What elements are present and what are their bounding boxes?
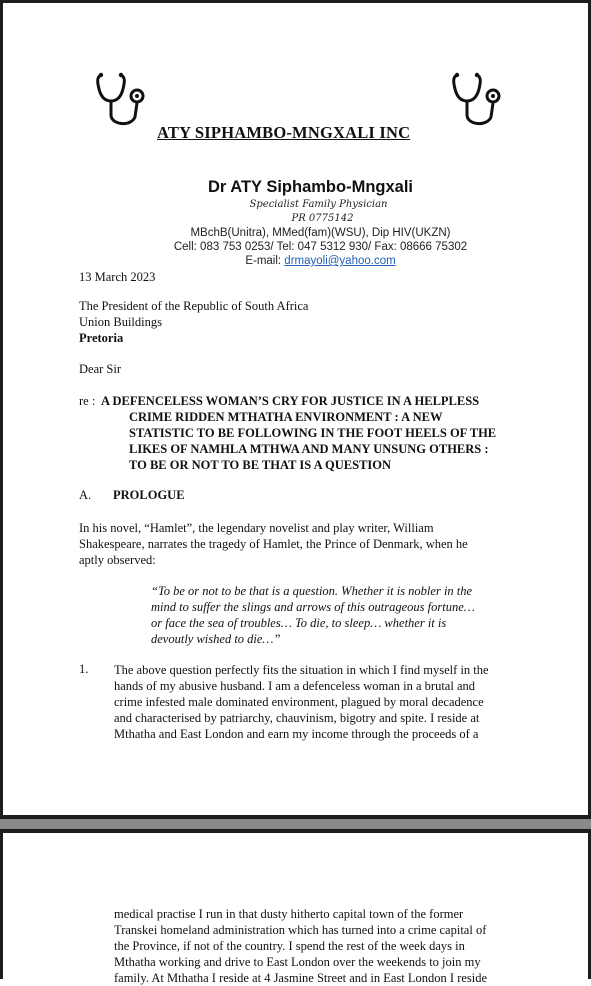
recipient-line-2: Union Buildings xyxy=(79,315,162,329)
intro-line: aptly observed: xyxy=(79,553,156,567)
paragraph-line: medical practise I run in that dusty hitherto capital town of the former xyxy=(114,907,464,921)
paragraph-line: The above question perfectly fits the situation in which I find myself in the xyxy=(114,663,489,677)
paragraph-line: family. At Mthatha I reside at 4 Jasmine Street and in East London I reside xyxy=(114,971,488,985)
paragraph-line: and characterised by patriarchy, chauvinism, bigotry and spite. I reside at xyxy=(114,711,480,725)
recipient-line-3: Pretoria xyxy=(79,331,124,345)
subject-line: TO BE OR NOT TO BE THAT IS A QUESTION xyxy=(129,458,392,472)
paragraph-line: Mthatha and East London and earn my income through the proceeds of a xyxy=(114,727,479,741)
quote-line: “To be or not to be that is a question. Whether it is nobler in the xyxy=(151,584,473,598)
subject-line: LIKES OF NAMHLA MTHWA AND MANY UNSUNG OTHERS : xyxy=(129,442,489,456)
quote-line: or face the sea of troubles… To die, to sleep… whether it is xyxy=(151,616,447,630)
page-gap xyxy=(0,819,591,829)
quote-line: mind to suffer the slings and arrows of this outrageous fortune… xyxy=(151,600,475,614)
paragraph-number: 1. xyxy=(79,662,89,676)
recipient-line-1: The President of the Republic of South Africa xyxy=(79,299,309,313)
qualifications: MBchB(Unitra), MMed(fam)(WSU), Dip HIV(UKZN) xyxy=(190,227,451,239)
letter-page-2 xyxy=(0,829,591,985)
paragraph-line: Transkei homeland administration which has turned into a crime capital of xyxy=(114,923,487,937)
intro-line: In his novel, “Hamlet”, the legendary novelist and play writer, William xyxy=(79,521,434,535)
doctor-name: Dr ATY Siphambo-Mngxali xyxy=(207,178,414,196)
paragraph-line: crime infested male dominated environment, plagued by moral decadence xyxy=(114,695,484,709)
paragraph-line: the Province, if not of the country. I spend the rest of the week days in xyxy=(114,939,465,953)
stethoscope-icon xyxy=(95,71,147,133)
section-letter: A. xyxy=(79,488,92,502)
subject-line: CRIME RIDDEN MTHATHA ENVIRONMENT : A NEW xyxy=(129,410,443,424)
paragraph-line: Mthatha working and drive to East London over the weekends to join my xyxy=(114,955,481,969)
contact-numbers: Cell: 083 753 0253/ Tel: 047 5312 930/ Fax: 08666 75302 xyxy=(173,241,468,253)
quote-line: devoutly wished to die…” xyxy=(151,632,281,646)
intro-line: Shakespeare, narrates the tragedy of Hamlet, the Prince of Denmark, when he xyxy=(79,537,468,551)
email-link[interactable]: drmayoli@yahoo.com xyxy=(284,255,396,267)
subject-line: A DEFENCELESS WOMAN’S CRY FOR JUSTICE IN A HELPLESS xyxy=(101,394,480,408)
specialty: Specialist Family Physician xyxy=(249,199,388,210)
section-title: PROLOGUE xyxy=(113,488,185,502)
email-label: E-mail: xyxy=(245,255,282,267)
salutation: Dear Sir xyxy=(79,362,121,376)
letter-date: 13 March 2023 xyxy=(79,270,156,284)
practice-number: PR 0775142 xyxy=(291,213,354,224)
email-line xyxy=(25,255,591,267)
paragraph-line: hands of my abusive husband. I am a defenceless woman in a brutal and xyxy=(114,679,476,693)
stethoscope-icon xyxy=(451,71,503,133)
company-name: ATY SIPHAMBO-MNGXALI INC xyxy=(157,123,411,142)
subject-prefix: re : xyxy=(79,394,96,408)
subject-line: STATISTIC TO BE FOLLOWING IN THE FOOT HEELS OF THE xyxy=(129,426,497,440)
